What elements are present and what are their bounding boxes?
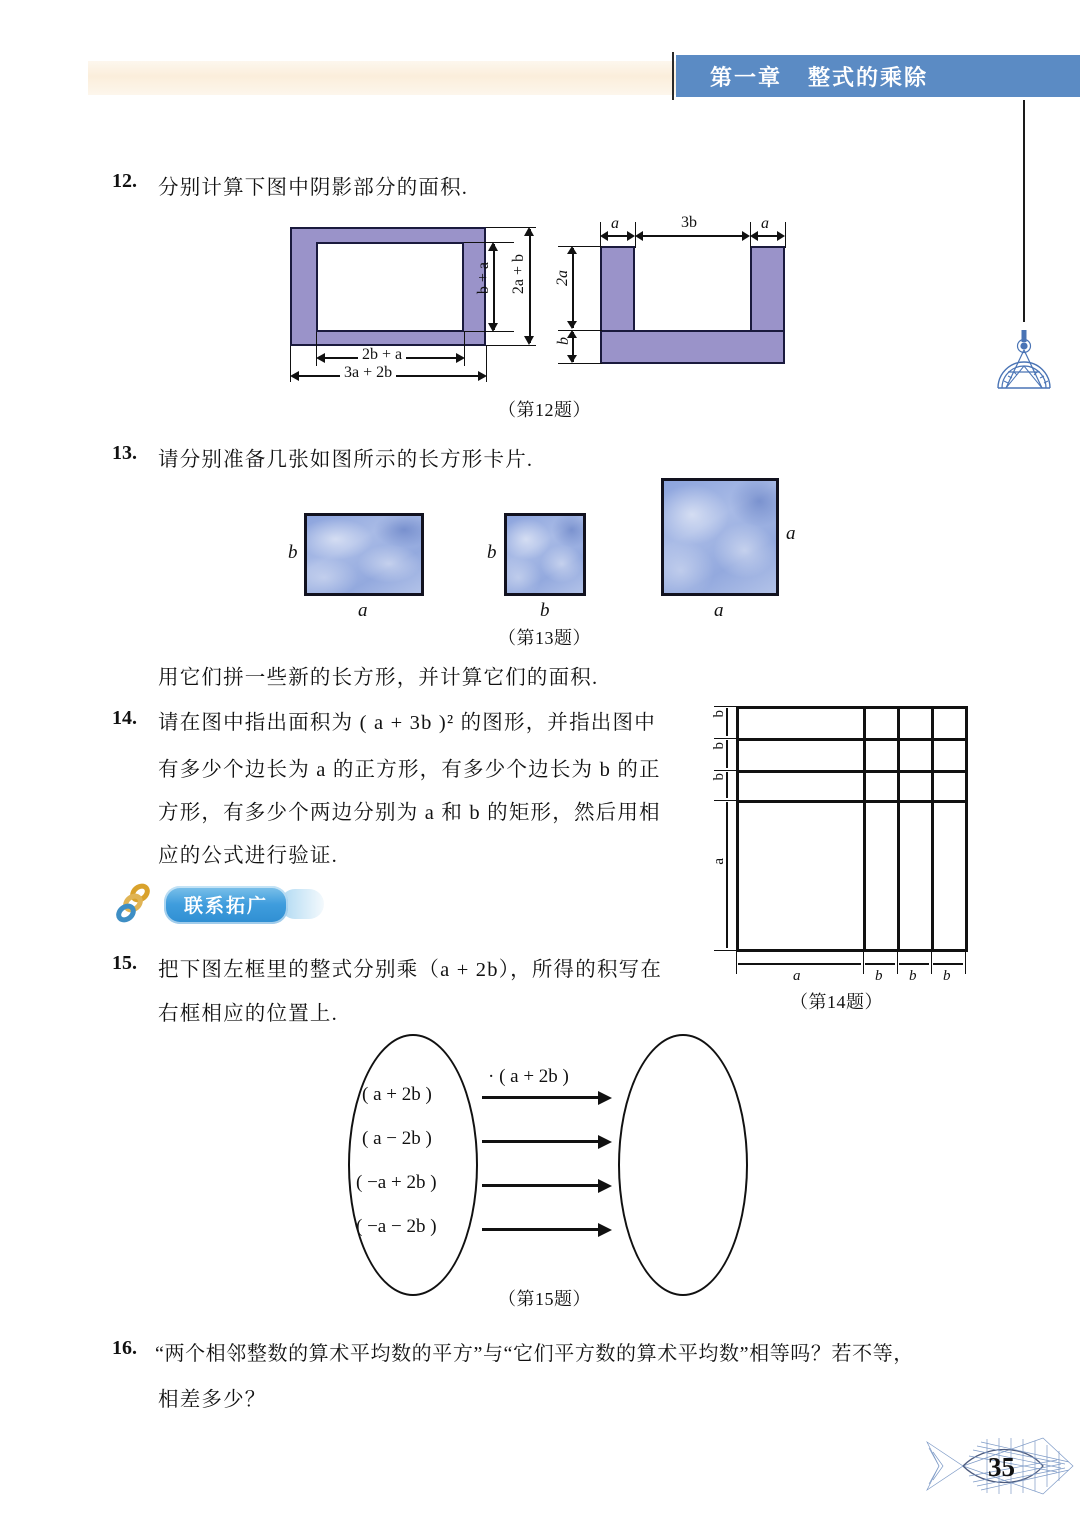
compass-protractor-icon [988,326,1060,394]
problem-13-line-1: 请分别准备几张如图所示的长方形卡片. [158,449,534,471]
card-rect-ab [304,513,424,596]
problem-15-line-1: 把下图左框里的整式分别乘（a + 2b），所得的积写在 [158,959,663,981]
problem-12-caption: （第12题） [498,400,591,420]
chapter-label: 第一章 [710,65,783,91]
problem-14-line-1: 请在图中指出面积为 ( a + 3b )² 的图形，并指出图中 [158,712,656,734]
grid-col-label-4: b [943,968,951,984]
card-2-side-label: b [487,542,497,563]
problem-14-caption: （第14题） [790,992,883,1012]
grid-col-label-3: b [909,968,917,984]
problem-16-number: 16. [112,1337,137,1359]
problem-15-number: 15. [112,952,137,974]
chapter-banner [676,55,1080,97]
card-3-bottom-label: a [714,600,724,621]
grid-col-label-1: a [793,968,801,984]
chain-link-icon [112,882,158,928]
grid-col-label-2: b [875,968,883,984]
card-square-aa [661,478,779,596]
problem-14-line-4: 应的公式进行验证. [158,845,338,867]
left-item-3: ( −a + 2b ) [356,1172,437,1193]
left-item-2: ( a − 2b ) [362,1128,432,1149]
arrow-4-line [482,1228,600,1231]
page-number: 35 [988,1452,1015,1482]
grid-row-label-2: b [711,742,727,750]
header-divider-rule [672,52,674,100]
card-1-side-label: b [288,542,298,563]
operation-label: · ( a + 2b ) [488,1066,569,1087]
card-2-bottom-label: b [540,600,550,621]
fig12-left-outer-width: 3a + 2b [340,364,396,382]
section-badge-label: 联系拓广 [164,886,288,924]
problem-14-number: 14. [112,707,137,729]
grid-row-label-3: b [711,773,727,781]
fig12-right-label-a-left: a [611,215,619,232]
right-ellipse-answer-area[interactable] [618,1034,748,1296]
chapter-title: 整式的乘除 [808,65,929,91]
grid-row-label-1: b [711,710,727,718]
left-ellipse [348,1034,478,1296]
card-1-bottom-label: a [358,600,368,621]
header-vertical-line [1023,100,1025,322]
arrow-3-line [482,1184,600,1187]
problem-14-line-2: 有多少个边长为 a 的正方形，有多少个边长为 b 的正 [158,759,661,781]
left-item-4: ( −a − 2b ) [356,1216,437,1237]
grid-row-label-4: a [711,858,727,865]
fig12-right-label-3b: 3b [678,214,700,232]
card-square-bb [504,513,586,596]
problem-14-grid-figure [711,700,980,984]
header-cream-band [88,61,678,95]
problem-15-caption: （第15题） [498,1289,591,1309]
arrow-4-head [598,1223,612,1237]
fig12-left-inner-height: b + a [475,262,492,295]
problem-15-diagram [330,1028,750,1318]
section-badge-group [112,880,312,928]
fig12-right-label-b: b [555,337,572,345]
fig12-left-outer-height: 2a + b [510,254,527,295]
page-header [0,55,1080,103]
problem-16-line-2: 相差多少？ [158,1389,267,1411]
fig12-left-inner-width: 2b + a [358,346,406,364]
arrow-2-head [598,1135,612,1149]
arrow-1-head [598,1091,612,1105]
left-item-1: ( a + 2b ) [362,1084,432,1105]
fig12-right-label-a-right: a [761,215,769,232]
problem-13-caption: （第13题） [498,628,591,648]
problem-12-line-1: 分别计算下图中阴影部分的面积. [158,177,469,199]
arrow-1-line [482,1096,600,1099]
problem-12-number: 12. [112,170,137,192]
problem-13-number: 13. [112,442,137,464]
problem-15-line-2: 右框相应的位置上. [158,1003,338,1025]
problem-16-line-1: “两个相邻整数的算术平均数的平方”与“它们平方数的算术平均数”相等吗？若不等， [155,1343,914,1365]
fig12-right-label-2a: 2a [554,270,571,286]
arrow-3-head [598,1179,612,1193]
arrow-2-line [482,1140,600,1143]
problem-13-followup: 用它们拼一些新的长方形，并计算它们的面积. [158,667,599,689]
card-3-side-label: a [786,523,796,544]
problem-12-figure [280,214,820,383]
problem-14-line-3: 方形，有多少个两边分别为 a 和 b 的矩形，然后用相 [158,802,661,824]
